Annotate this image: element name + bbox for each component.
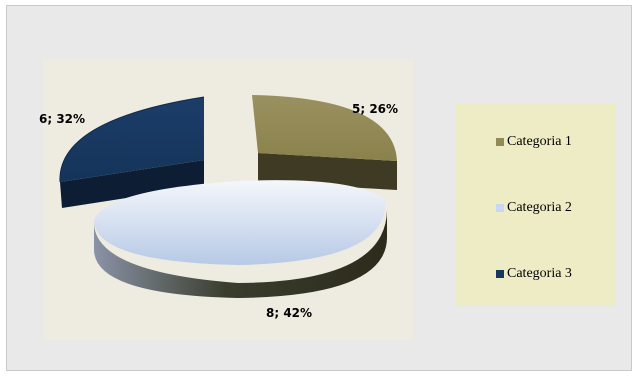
legend-swatch-categoria-3 — [496, 270, 504, 278]
legend-swatch-categoria-2 — [496, 204, 504, 212]
pie-slice-categoria-2 — [94, 180, 387, 298]
legend-swatch-categoria-1 — [496, 138, 504, 146]
data-label-categoria-2: 8; 42% — [266, 306, 313, 320]
legend-label-categoria-1: Categoria 1 — [507, 134, 572, 149]
legend-item-categoria-2 — [496, 198, 572, 218]
data-label-categoria-1: 5; 26% — [352, 102, 399, 116]
data-label-categoria-3: 6; 32% — [39, 112, 86, 126]
legend — [456, 104, 615, 306]
legend-item-categoria-1 — [496, 132, 572, 152]
legend-label-categoria-2: Categoria 2 — [507, 200, 572, 215]
legend-item-categoria-3 — [496, 264, 572, 284]
legend-label-categoria-3: Categoria 3 — [507, 266, 572, 281]
